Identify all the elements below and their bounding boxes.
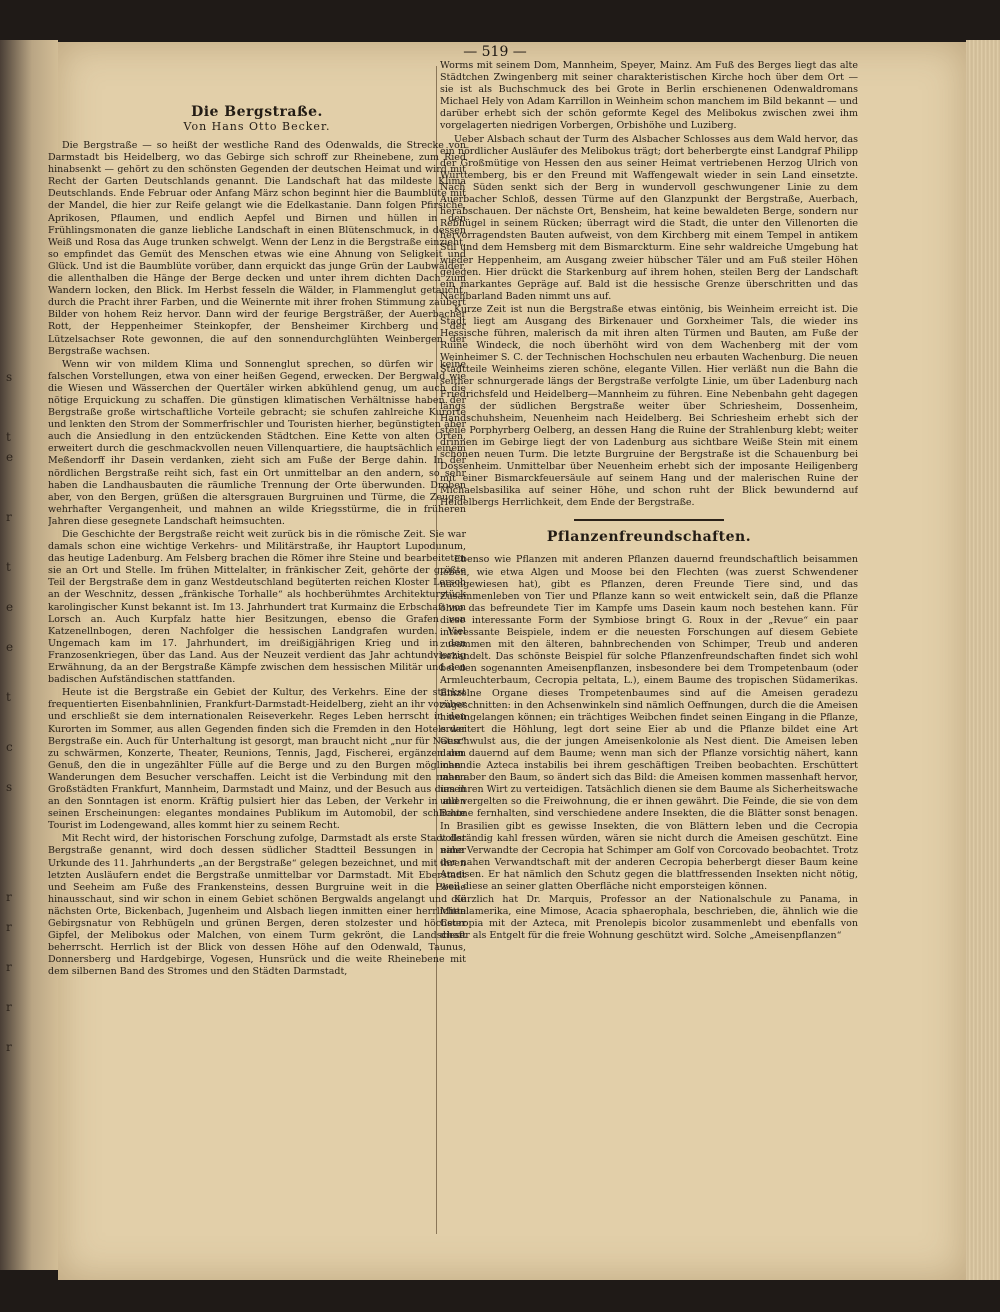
paragraph: Heute ist die Bergstraße ein Gebiet der Kultur, des Verkehrs. Eine der stärkst frequentierten Eisenbahnlinien, Frankfurt-Darmstadt-Heidelberg, zieht an ihr vorüber und erschließt sie dem internationalen Reiseverkehr. Reges Leben herrscht in den Kurorten im Sommer, aus allen Gegenden finden sich die Fremden in den Hotels der Bergstraße ein. Auch für Unterhaltung ist gesorgt, man braucht nicht „nur für Natur“ zu schwärmen, Konzerte, Theater, Reunions, Tennis, Jagd, Fischerei, ergänzen den Genuß, den die in ungezählter Fülle auf die Berge und zu den Burgen möglichen Wanderungen dem Besucher verschaffen. Leicht ist die Verbindung mit den nahen Großstädten Frankfurt, Mannheim, Darmstadt und Mainz, und der Besuch aus diesen an den Sonntagen ist enorm. Kräftig pulsiert hier das Leben, der Verkehr in allen seinen Erscheinungen: elegantes mondaines Publikum im Automobil, der schlichte Tourist im Lodengewand, alles kommt hier zu seinem Recht. <box>48 687 466 832</box>
spine-fragment-char: t <box>6 560 11 574</box>
paragraph: Kürzlich hat Dr. Marquis, Professor an der Nationalschule zu Panama, in Mittelamerika, eine Mimose, Acacia sphaerophala, beschrieben, die, ähnlich wie die Cecropia mit der Azteca, mit Prenolepis bicolor zusammenlebt und ebenfalls von dieser als Entgelt für die freie Wohnung geschützt wird. Solche „Ameisenpflanzen“ <box>440 894 858 942</box>
page-edge-stack <box>966 40 1000 1280</box>
spine-fragment-char: t <box>6 430 11 444</box>
article-author: Von Hans Otto Becker. <box>183 120 331 133</box>
spine-fragment-char: s <box>6 370 13 384</box>
spine-fragment-char: r <box>6 890 12 904</box>
spine-fragment-char: c <box>6 740 13 754</box>
left-column <box>48 62 466 1234</box>
spine-fragment-char: e <box>6 450 14 464</box>
right-column <box>440 60 858 1232</box>
paragraph: Ebenso wie Pflanzen mit anderen Pflanzen dauernd freundschaftlich beisammen leben, wie etwa Algen und Moose bei den Flechten (was zuerst Schwendener nachgewiesen hat), gibt es Pflanzen, deren Freunde Tiere sind, und das Zusammenleben von Tier und Pflanze kann so weit entwickelt sein, daß die Pflanze ohne das befreundete Tier im Kampfe ums Dasein kaum noch bestehen kann. Für diese interessante Form der Symbiose bringt G. Roux in der „Revue“ ein paar interessante Beispiele, indem er die neuesten Forschungen auf diesem Gebiete zusammen mit den älteren, bahnbrechenden von Schimper, Treub und anderen behandelt. Das schönste Beispiel für solche Pflanzenfreundschaften findet sich wohl bei den sogenannten Ameisenpflanzen, insbesondere bei dem Trompetenbaum (oder Armleuchterbaum, Cecropia peltata, L.), einem Baume des tropischen Südamerikas. Einzelne Organe dieses Trompetenbaumes sind auf die Ameisen geradezu zugeschnitten: in den Achsenwinkeln sind nämlich Oeffnungen, durch die die Ameisen hineingelangen können; ein trächtiges Weibchen findet seinen Eingang in die Pflanze, erweitert die Höhlung, legt dort seine Eier ab und die Pflanze bildet eine Art Geschwulst aus, die der jungen Ameisenkolonie als Nest dient. Die Ameisen leben dann dauernd auf dem Baume; wenn man sich der Pflanze vorsichtig nähert, kann man die Azteca instabilis bei ihrem geschäftigen Treiben beobachten. Erschüttert man aber den Baum, so ändert sich das Bild: die Ameisen kommen massenhaft hervor, um ihren Wirt zu verteidigen. Tatsächlich dienen sie dem Baume als Sicherheitswache und vergelten so die Freiwohnung, die er ihnen gewährt. Die Feinde, die sie von dem Baume fernhalten, sind verschiedene andere Insekten, die die Blätter sonst benagen. In Brasilien gibt es gewisse Insekten, die von Blättern leben und die Cecropia vollständig kahl fressen würden, wären sie nicht durch die Ameisen geschützt. Eine nahe Verwandte der Cecropia hat Schimper am Golf von Corcovado beobachtet. Trotz der nahen Verwandtschaft mit der anderen Cecropia beherbergt dieser Baum keine Ameisen. Er hat nämlich den Schutz gegen die blattfressenden Insekten nicht nötig, weil diese an seiner glatten Oberfläche nicht emporsteigen können. <box>440 554 858 892</box>
spine-fragment-char: s <box>6 780 13 794</box>
spine-fragment-char: r <box>6 1000 12 1014</box>
spine-fragment-char: r <box>6 510 12 524</box>
paragraph: Wenn wir von mildem Klima und Sonnenglut sprechen, so dürfen wir keine falschen Vorstellungen, etwa von einer heißen Gegend, erwecken. Der Bergwald wie die Wiesen und Wässerchen der Quertäler wirken abkühlend genug, um auch die nötige Erquickung zu schaffen. Die günstigen klimatischen Verhältnisse haben der Bergstraße große wirtschaftliche Vorteile gebracht; sie schufen zahlreiche Kurorte und lenkten den Strom der Sommerfrischler und Touristen hierher, begünstigten aber auch die Ansiedlung in den entzückenden Städtchen. Eine Kette von alten Orten, erweitert durch die geschmackvollen neuen Villenquartiere, die hauptsächlich einem Meßendorff ihr Dasein verdanken, zieht sich am Fuße der Berge dahin. In der nördlichen Bergstraße reiht sich, fast ein Ort unmittelbar an den andern, so sehr haben die Landhausbauten die räumliche Trennung der Orte überwunden. Droben aber, von den Bergen, grüßen die altersgrauen Burgruinen und Türme, die Zeugen wehrhafter Vergangenheit, und mahnen an wilde Kriegsstürme, die in früheren Jahren diese gesegnete Landschaft heimsuchten. <box>48 358 466 527</box>
article-title-pflanzenfreundschaften: Pflanzenfreundschaften. <box>546 529 752 546</box>
paragraph: Worms mit seinem Dom, Mannheim, Speyer, Mainz. Am Fuß des Berges liegt das alte Städtchen Zwingenberg mit seiner charakteristischen Kirche hoch über dem Ort — sie ist als Buchschmuck des bei Grote in Berlin erschienenen Odenwaldromans Michael Hely von Adam Karrillon in Weinheim schon manchem im Bild bekannt — und darüber erhebt sich der schön geformte Kegel des Melibokus zwischen zwei ihm vorgelagerten niedrigen Vorbergen, Orbishöhe und Luziberg. <box>440 60 858 132</box>
page-number: — 519 — <box>463 44 527 60</box>
spine-fragment-char: r <box>6 960 12 974</box>
spine-fragment-char: r <box>6 1040 12 1054</box>
section-divider-rule <box>574 519 724 521</box>
paragraph: Die Geschichte der Bergstraße reicht weit zurück bis in die römische Zeit. Sie war damals schon eine wichtige Verkehrs- und Militärstraße, ihr Hauptort Lupodunum, das heutige Ladenburg. Am Felsberg brachen die Römer ihre Steine und bearbeiteten sie an Ort und Stelle. Im frühen Mittelalter, in fränkischer Zeit, gehörte der größte Teil der Bergstraße dem in ganz Westdeutschland begüterten reichen Kloster Lorsch an der Weschnitz, dessen „fränkische Torhalle“ als hochberühmtes Architekturstück karolingischer Kunst bekannt ist. Im 13. Jahrhundert trat Kurmainz die Erbschaft von Lorsch an. Auch Kurpfalz hatte hier Besitzungen, ebenso die Grafen von Katzenellnbogen, deren Nachfolger die hessischen Landgrafen wurden. Viel Ungemach kam im 17. Jahrhundert, im dreißigjährigen Krieg und in den Franzosenkriegen, über das Land. Aus der Neuzeit verdient das Jahr achtundvierzig Erwähnung, da an der Bergstraße Kämpfe zwischen dem hessischen Militär und den badischen Aufständischen stattfanden. <box>48 529 466 686</box>
spine-fragment-char: e <box>6 600 14 614</box>
paragraph: Kurze Zeit ist nun die Bergstraße etwas eintönig, bis Weinheim erreicht ist. Die Stadt liegt am Ausgang des Birkenauer und Gorxheimer Tals, die wieder ins Hessische führen, malerisch da mit ihren alten Türmen und Bauten, am Fuße der Ruine Windeck, die noch überhöht wird von dem Wachenberg mit der vom Weinheimer S. C. der Technischen Hochschulen neu erbauten Wachenburg. Die neuen Stadtteile Weinheims zieren schöne, elegante Villen. Hier verläßt nun die Bahn die seither schnurgerade längs der Bergstraße verfolgte Linie, um über Ladenburg nach Friedrichsfeld und Heidelberg—Mannheim zu führen. Eine Nebenbahn geht dagegen längs der südlichen Bergstraße weiter über Schriesheim, Dossenheim, Handschuhsheim, Neuenheim nach Heidelberg. Bei Schriesheim erhebt sich der steile Porphyrberg Oelberg, an dessen Hang die Ruine der Strahlenburg klebt; weiter drinnen im Gebirge liegt der von Ladenburg aus sichtbare Weiße Stein mit einem schönen neuen Turm. Die letzte Burgruine der Bergstraße ist die Schauenburg bei Dossenheim. Unmittelbar über Neuenheim erhebt sich der imposante Heiligenberg mit einer Bismarckfeuersäule auf seinem Hang und der malerischen Ruine der Michaelsbasilika auf seiner Höhe, und schon ruht der Blick bewundernd auf Heidelbergs Herrlichkeit, dem Ende der Bergstraße. <box>440 303 858 509</box>
paragraph: Die Bergstraße — so heißt der westliche Rand des Odenwalds, die Strecke von Darmstadt bis Heidelberg, wo das Gebirge sich schroff zur Rheinebene, zum Ried hinabsenkt — gehört zu den schönsten Gegenden der deutschen Heimat und wird mit Recht der Garten Deutschlands genannt. Die Landschaft hat das mildeste Klima Deutschlands. Ende Februar oder Anfang März schon beginnt hier die Baumblüte mit der Mandel, die hier zur Reife gelangt wie die Edelkastanie. Dann folgen Pfirsiche, Aprikosen, Pflaumen, und endlich Aepfel und Birnen und hüllen in den Frühlingsmonaten die ganze liebliche Landschaft in einen Blütenschmuck, in dessen Weiß und Rosa das Auge trunken schwelgt. Wenn der Lenz in die Bergstraße einzieht, so empfindet das Gemüt des Menschen etwas wie eine Ahnung von Seligkeit und Glück. Und ist die Baumblüte vorüber, dann erquickt das junge Grün der Laubwälder, die allenthalben die Hänge der Berge decken und unter ihrem dichten Dach zum Wandern locken, den Blick. Im Herbst fesseln die Wälder, in Flammenglut getaucht, durch die Pracht ihrer Farben, und die Weinernte mit ihrer frohen Stimmung zaubert Bilder von hohem Reiz hervor. Dann wird der feurige Bergsträßer, der Auerbacher Rott, der Heppenheimer Steinkopfer, der Bensheimer Kirchberg und der Lützelsachser Rote gewonnen, die auf den sonnendurchglühten Weinbergen der Bergstraße wachsen. <box>48 140 466 357</box>
spine-fragment-char: e <box>6 640 14 654</box>
paragraph: Mit Recht wird, der historischen Forschung zufolge, Darmstadt als erste Stadt der Bergstraße genannt, wird doch dessen südlicher Stadtteil Bessungen in einer Urkunde des 11. Jahrhunderts „an der Bergstraße“ gelegen bezeichnet, und mit ihren letzten Ausläufern endet die Bergstraße unmittelbar vor Darmstadt. Mit Eberstadt und Seeheim am Fuße des Frankensteins, dessen Burgruine weit in die Ebene hinausschaut, sind wir schon in einem Gebiet schönen Bergwalds angelangt und die nächsten Orte, Bickenbach, Jugenheim und Alsbach liegen inmitten einer herrlichen Gebirgsnatur von Rebhügeln und grünen Bergen, deren stolzester und höchster Gipfel, der Melibokus oder Malchen, von einem Turm gekrönt, die Landschaft beherrscht. Herrlich ist der Blick von dessen Höhe auf den Odenwald, Taunus, Donnersberg und Hardgebirge, Vogesen, Hunsrück und die weite Rheinebene mit dem silbernen Band des Stromes und den Städten Darmstadt, <box>48 833 466 978</box>
article-title-bergstrasse: Die Bergstraße. <box>191 104 323 120</box>
spine-fragment-char: r <box>6 920 12 934</box>
spine-fragment-char: t <box>6 690 11 704</box>
paragraph: Ueber Alsbach schaut der Turm des Alsbacher Schlosses aus dem Wald hervor, das ein nördlicher Ausläufer des Melibokus trägt; dort beherbergte einst Landgraf Philipp der Großmütige von Hessen den aus seiner Heimat vertriebenen Herzog Ulrich von Württemberg, bis er den Freund mit Waffengewalt wieder in sein Land einsetzte. Nach Süden senkt sich der Berg in wundervoll geschwungener Linie zu dem Auerbacher Schloß, dessen Türme auf den Glanzpunkt der Bergstraße, Auerbach, herabschauen. Der nächste Ort, Bensheim, hat keine bewaldeten Berge, sondern nur Rebhügel in seinem Rücken; überragt wird die Stadt, die unter den Villenorten die hervorragendsten Bauten aufweist, von dem Kirchberg mit einem Tempel in antikem Stil und dem Hemsberg mit dem Bismarckturm. Eine sehr waldreiche Umgebung hat wieder Heppenheim, am Ausgang zweier hübscher Täler und am Fuß steiler Höhen gelegen. Hier drückt die Starkenburg auf ihrem hohen, steilen Berg der Landschaft ein markantes Gepräge auf. Bald ist die hessische Grenze überschritten und das Nachbarland Baden nimmt uns auf. <box>440 133 858 302</box>
